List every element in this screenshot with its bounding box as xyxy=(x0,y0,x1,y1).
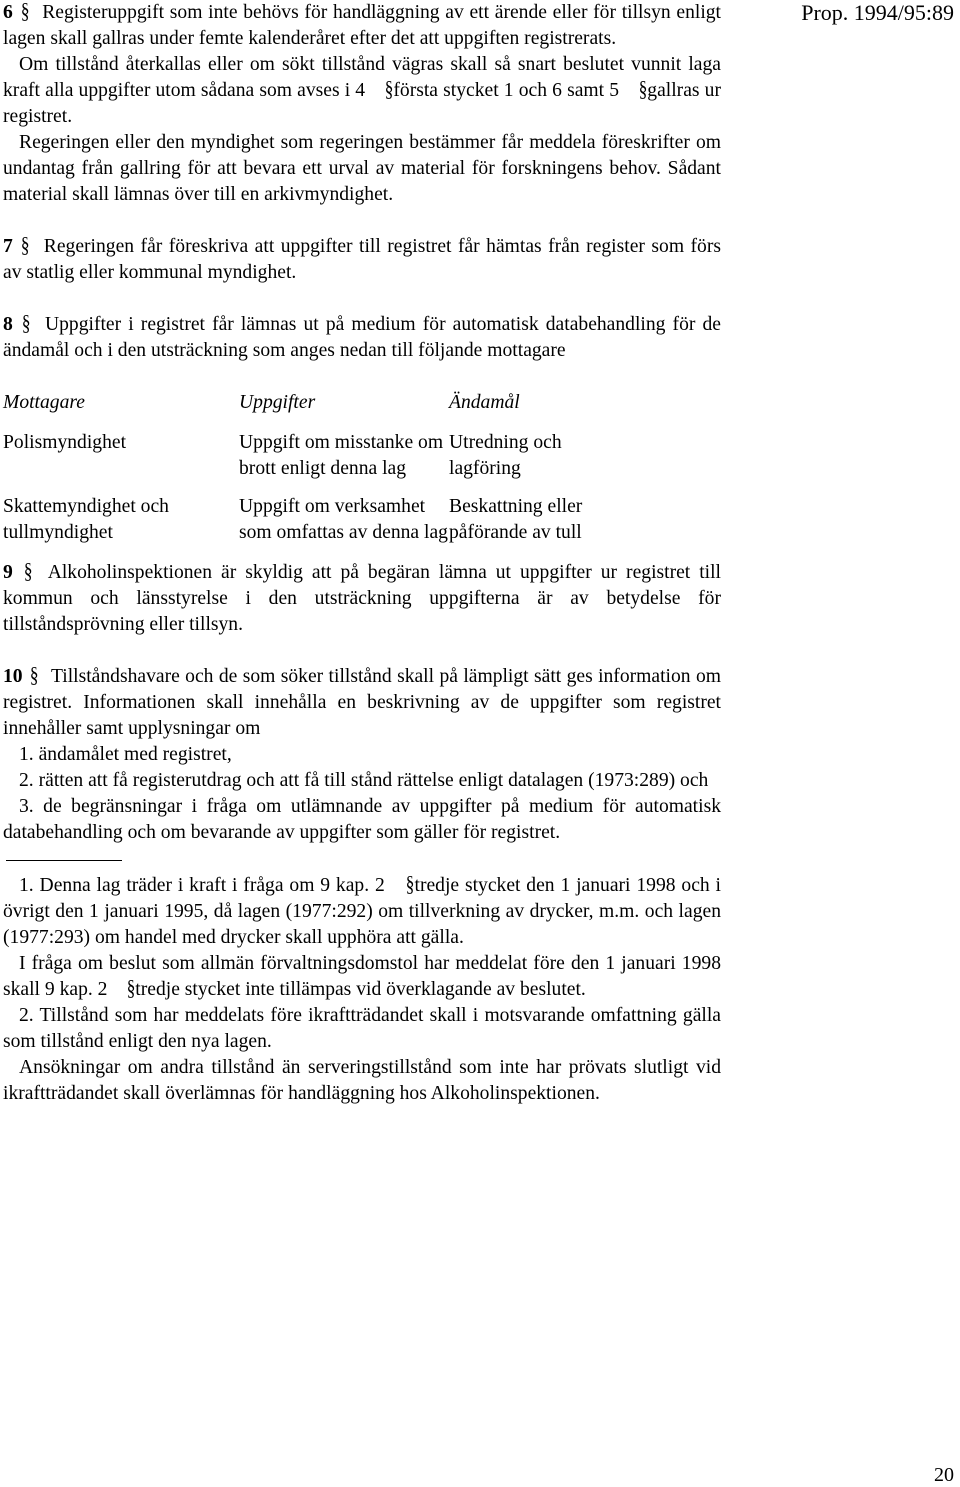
table-cell-uppgifter: Uppgift om verksamhet som omfattas av denna lag xyxy=(239,496,448,543)
provision-2-paragraph-2: Ansökningar om andra tillstånd än serveringstillstånd som inte har prövats slutligt vid ikraftträdandet skall överlämnas för handläggning hos Alkoholinspektionen. xyxy=(3,1057,721,1104)
information-list xyxy=(3,742,721,846)
section-7-paragraph: 7 § Regeringen får föreskriva att uppgifter till registret får hämtas från register som förs av statlig eller kommunal myndighet. xyxy=(3,232,721,283)
recipients-table xyxy=(3,390,623,546)
section-sign-icon: § xyxy=(405,871,415,896)
section-sign-icon: § xyxy=(21,310,31,335)
section-10-paragraph: 10 § Tillståndshavare och de som söker tillstånd skall på lämpligt sätt ges information om registret. Informationen skall innehålla en beskrivning av de uppgifter som registret innehåller samt upplysningar om xyxy=(3,662,721,739)
section-sign-icon: § xyxy=(384,76,394,101)
table-cell-andamal: Utredning och lagföring xyxy=(449,432,562,479)
table-row xyxy=(3,430,623,494)
table-cell-mottagare: Skattemyndighet och tullmyndighet xyxy=(3,496,169,543)
section-8-paragraph: 8 § Uppgifter i registret får lämnas ut på medium för automatisk databehandling för de ändamål och i den utsträckning som anges nedan till följande mottagare xyxy=(3,310,721,361)
section-sign-icon: § xyxy=(126,975,136,1000)
proposition-reference: Prop. 1994/95:89 xyxy=(801,0,954,25)
section-sign-icon: § xyxy=(21,232,30,257)
section-sign-icon: § xyxy=(29,662,39,687)
section-6-paragraph-2: Om tillstånd återkallas eller om sökt tillstånd vägras skall så snart beslutet vunnit laga kraft alla uppgifter utom sådana som avses i 4 § första stycket 1 och 6 samt 5 § gallras ur registret. xyxy=(3,54,721,127)
list-item: 1. ändamålet med registret, xyxy=(19,744,232,765)
transitional-provisions xyxy=(3,873,721,1107)
table-cell-andamal: Beskattning eller påförande av tull xyxy=(449,496,583,543)
section-number: 7 xyxy=(3,236,13,257)
provision-1-paragraph-2: I fråga om beslut som allmän förvaltningsdomstol har meddelat före den 1 januari 1998 skall 9 kap. 2 § tredje stycket inte tillämpas vid överklagande av beslutet. xyxy=(3,953,721,1000)
provision-1: 1. Denna lag träder i kraft i fråga om 9 kap. 2 § tredje stycket den 1 januari 1998 och i övrigt den 1 januari 1995, då lagen (1977:292) om tillverkning av drycker, m.m. och lagen (1977:293) om handel med drycker skall upphöra att gälla. xyxy=(3,871,721,948)
list-item: 3. de begränsningar i fråga om utlämnande av uppgifter på medium för automatisk databehandling och om bevarande av uppgifter som gäller för registret. xyxy=(3,796,721,843)
table-header-andamal: Ändamål xyxy=(449,392,520,413)
table-header-row xyxy=(3,390,623,430)
section-6-paragraph-1: 6 § Registeruppgift som inte behövs för handläggning av ett ärende eller för tillsyn enligt lagen skall gallras under femte kalenderåret efter det att uppgiften registrerats. xyxy=(3,0,721,49)
section-sign-icon: § xyxy=(638,76,648,101)
table-cell-uppgifter: Uppgift om misstanke om brott enligt denna lag xyxy=(239,432,444,479)
table-row xyxy=(3,494,623,546)
section-number: 10 xyxy=(3,666,23,687)
section-sign-icon: § xyxy=(20,0,30,23)
section-number: 9 xyxy=(3,562,13,583)
table-header-mottagare: Mottagare xyxy=(3,392,85,413)
table-header-uppgifter: Uppgifter xyxy=(239,392,316,413)
table-cell-mottagare: Polismyndighet xyxy=(3,432,127,453)
provision-2: 2. Tillstånd som har meddelats före ikraftträdandet skall i motsvarande omfattning gälla som tillstånd enligt den nya lagen. xyxy=(3,1005,721,1052)
section-6-paragraph-3: Regeringen eller den myndighet som regeringen bestämmer får meddela föreskrifter om undantag från gallring för att bevara ett urval av material för forskningens behov. Sådant material skall lämnas över till en arkivmyndighet. xyxy=(3,132,721,205)
section-number: 6 xyxy=(3,2,13,23)
page-number: 20 xyxy=(934,1464,954,1486)
section-9-paragraph: 9 § Alkoholinspektionen är skyldig att på begäran lämna ut uppgifter ur registret till kommun och länsstyrelse i den utsträckning uppgifterna är av betydelse för tillståndsprövning eller tillsyn. xyxy=(3,558,721,635)
section-number: 8 xyxy=(3,314,13,335)
main-text-column xyxy=(3,0,721,1107)
list-item: 2. rätten att få registerutdrag och att få till stånd rättelse enligt datalagen (1973:289) och xyxy=(19,770,709,791)
section-sign-icon: § xyxy=(23,558,33,583)
footnote-divider xyxy=(6,860,122,861)
